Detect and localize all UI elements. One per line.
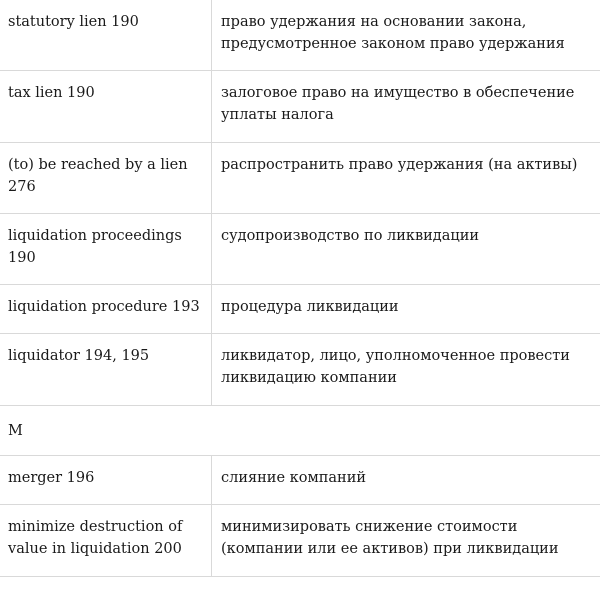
table-row bbox=[0, 71, 600, 143]
translation-cell: распространить право удержания (на активы) bbox=[221, 157, 578, 173]
translation-cell: судопроизводство по ликвидации bbox=[221, 228, 480, 244]
translation-cell: минимизировать снижение стоимости (компании или ее активов) при ликвидации bbox=[221, 519, 559, 557]
term-cell: liquidator 194, 195 bbox=[0, 334, 212, 405]
term-cell: liquidation procedure 193 bbox=[0, 285, 212, 333]
translation-cell: право удержания на основании закона, предусмотренное законом право удержания bbox=[221, 14, 565, 52]
term-cell: (to) be reached by a lien 276 bbox=[0, 143, 212, 213]
table-row bbox=[0, 456, 600, 505]
table-row bbox=[0, 143, 600, 214]
translation-cell: ликвидатор, лицо, уполномоченное провести ликвидацию компании bbox=[221, 348, 570, 386]
table-row bbox=[0, 334, 600, 406]
term-cell: liquidation proceedings 190 bbox=[0, 214, 212, 284]
table-row bbox=[0, 214, 600, 285]
translation-cell: слияние компаний bbox=[221, 470, 367, 486]
term-cell: merger 196 bbox=[0, 456, 212, 504]
section-letter-row bbox=[0, 406, 600, 456]
table-row bbox=[0, 505, 600, 577]
section-letter: M bbox=[8, 423, 23, 439]
term-cell: statutory lien 190 bbox=[0, 0, 212, 70]
translation-cell: процедура ликвидации bbox=[221, 299, 399, 315]
table-row bbox=[0, 0, 600, 71]
term-cell: minimize destruction of value in liquidation 200 bbox=[0, 505, 212, 576]
table-row bbox=[0, 285, 600, 334]
translation-cell: залоговое право на имущество в обеспечение уплаты налога bbox=[221, 85, 575, 123]
term-cell: tax lien 190 bbox=[0, 71, 212, 142]
